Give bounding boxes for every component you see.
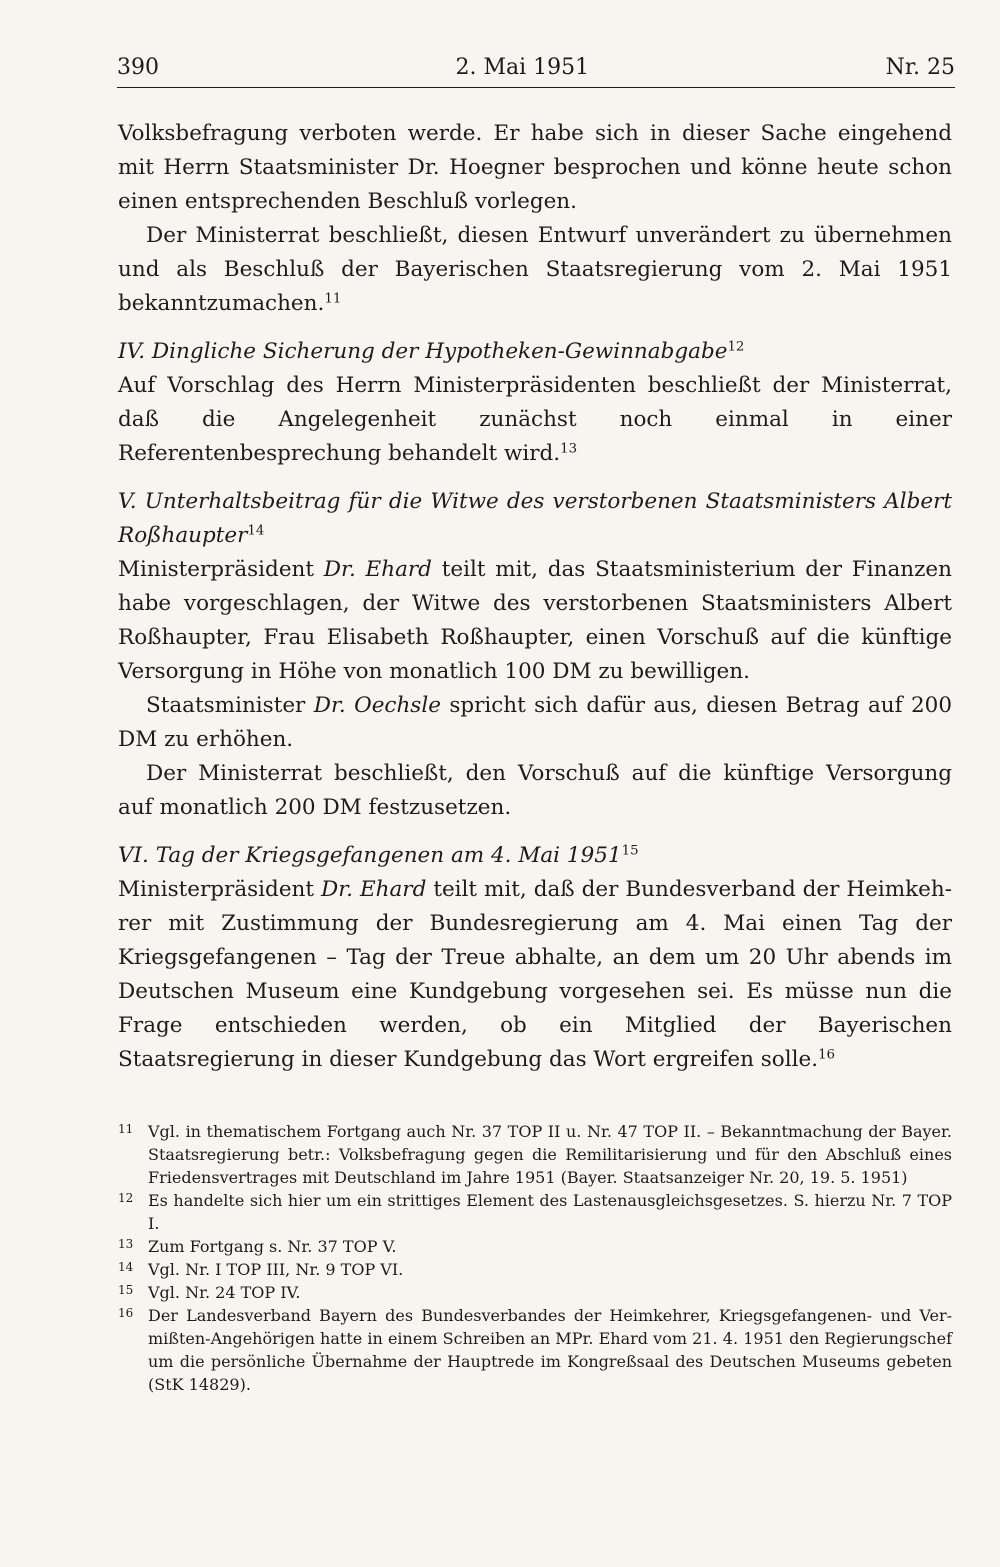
paragraph-text: Staatsminister [146,693,314,718]
footnote [118,1304,952,1396]
paragraph-text: Auf Vorschlag des Herrn Ministerpräsidenten beschließt der Ministerrat, daß die Angelegenheit zunächst noch einmal in einer Referentenbesprechung behandelt wird. [118,373,952,466]
footnote-ref: 15 [621,843,639,859]
section-title: IV. Dingliche Sicherung der Hypotheken-Gewinnabgabe [118,339,728,364]
page-number: 390 [117,55,159,80]
footnote [118,1189,952,1235]
footnote-text: Vgl. Nr. 24 TOP IV. [148,1283,301,1302]
paragraph-text: Ministerpräsident [118,877,321,902]
paragraph [118,219,952,321]
footnote-text: Es handelte sich hier um ein strittiges Element des Lastenausgleichsgesetzes. S. hierzu Nr. 7 TOP I. [148,1191,952,1233]
section-title: V. Unterhaltsbeitrag für die Witwe des verstorbenen Staatsministers Albert Roßhaupter [118,489,952,548]
header-rule [117,87,955,88]
footnote [118,1281,952,1304]
footnote-number: 13 [118,1237,134,1251]
footnotes [118,1120,952,1396]
paragraph: Der Ministerrat beschließt, den Vorschuß auf die künftige Versorgung auf monatlich 200 DM festzusetzen. [118,761,952,820]
person-name: Dr. Ehard [321,877,427,902]
footnote-number: 15 [118,1283,134,1297]
footnote-number: 14 [118,1260,134,1274]
paragraph [118,689,952,757]
footnote [118,1258,952,1281]
paragraph: Volksbefragung verboten werde. Er habe sich in dieser Sache eingehend mit Herrn Staatsminister Dr. Hoegner besprochen und könne heute schon einen entsprechenden Beschluß vorlegen. [118,121,952,214]
paragraph [118,369,952,471]
header-date: 2. Mai 1951 [455,55,590,80]
footnote-text: Vgl. in thematischem Fortgang auch Nr. 37 TOP II u. Nr. 47 TOP II. – Bekanntmachung der Bayer. Staatsregierung betr.: Volksbefragung gegen die Remilitarisierung und für den Abschluß eines Friedensvertrages mit Deutschland im Jahre 1951 (Bayer. Staatsanzeiger Nr. 20, 19. 5. 1951) [148,1122,952,1187]
footnote-ref: 13 [560,441,578,457]
footnote-text: Vgl. Nr. I TOP III, Nr. 9 TOP VI. [148,1260,404,1279]
footnote-ref: 14 [247,523,265,539]
section-title: VI. Tag der Kriegsgefangenen am 4. Mai 1951 [118,843,622,868]
paragraph [118,553,952,689]
footnote [118,1120,952,1189]
issue-number: Nr. 25 [885,55,955,80]
paragraph-text: spricht sich dafür aus, diesen Betrag auf 200 DM zu erhöhen. [118,693,952,752]
person-name: Dr. Ehard [323,557,432,582]
running-header [117,54,955,82]
footnote-text: Zum Fortgang s. Nr. 37 TOP V. [148,1237,397,1256]
paragraph-text: teilt mit, das Staatsministerium der Finanzen habe vorgeschlagen, der Witwe des verstorbenen Staatsministers Albert Roßhaupter, Frau Elisabeth Roßhaupter, einen Vorschuß auf die künftige Versorgung in Höhe von monatlich 100 DM zu bewilligen. [118,557,953,684]
main-text [118,117,952,1077]
paragraph-text: Der Ministerrat beschließt, diesen Entwurf unverändert zu übernehmen und als Beschluß der Bayerischen Staatsregierung vom 2. Mai 1951 bekanntzumachen. [118,223,952,316]
person-name: Dr. Oechsle [313,693,441,718]
footnote [118,1235,952,1258]
footnote-text: Der Landesverband Bayern des Bundesverbandes der Heimkehrer, Kriegsgefangenen- und Vermißten-Angehörigen hatte in einem Schreiben an MPr. Ehard vom 21. 4. 1951 den Regierungschef um die persönliche Übernahme der Hauptrede im Kongreßsaal des Deutschen Museums gebeten (StK 14829). [148,1306,952,1394]
footnote-number: 12 [118,1191,134,1205]
footnote-number: 16 [118,1306,134,1320]
footnote-ref: 11 [324,291,342,307]
section-heading-v [118,485,952,553]
footnote-ref: 12 [727,339,745,355]
section-heading-iv [118,335,952,369]
paragraph-text: teilt mit, daß der Bundesverband der Heimkehrer mit Zustimmung der Bundesregierung am 4. Mai einen Tag der Kriegsgefangenen – Tag der Treue abhalte, an dem um 20 Uhr abends im Deutschen Museum eine Kundgebung vorgesehen sei. Es müsse nun die Frage entschieden werden, ob ein Mitglied der Bayerischen Staatsregierung in dieser Kundgebung das Wort ergreifen solle. [118,877,952,1072]
section-heading-vi [118,839,952,873]
paragraph-text: Ministerpräsident [118,557,324,582]
footnote-number: 11 [118,1122,134,1136]
paragraph [118,873,952,1077]
footnote-ref: 16 [818,1047,836,1063]
